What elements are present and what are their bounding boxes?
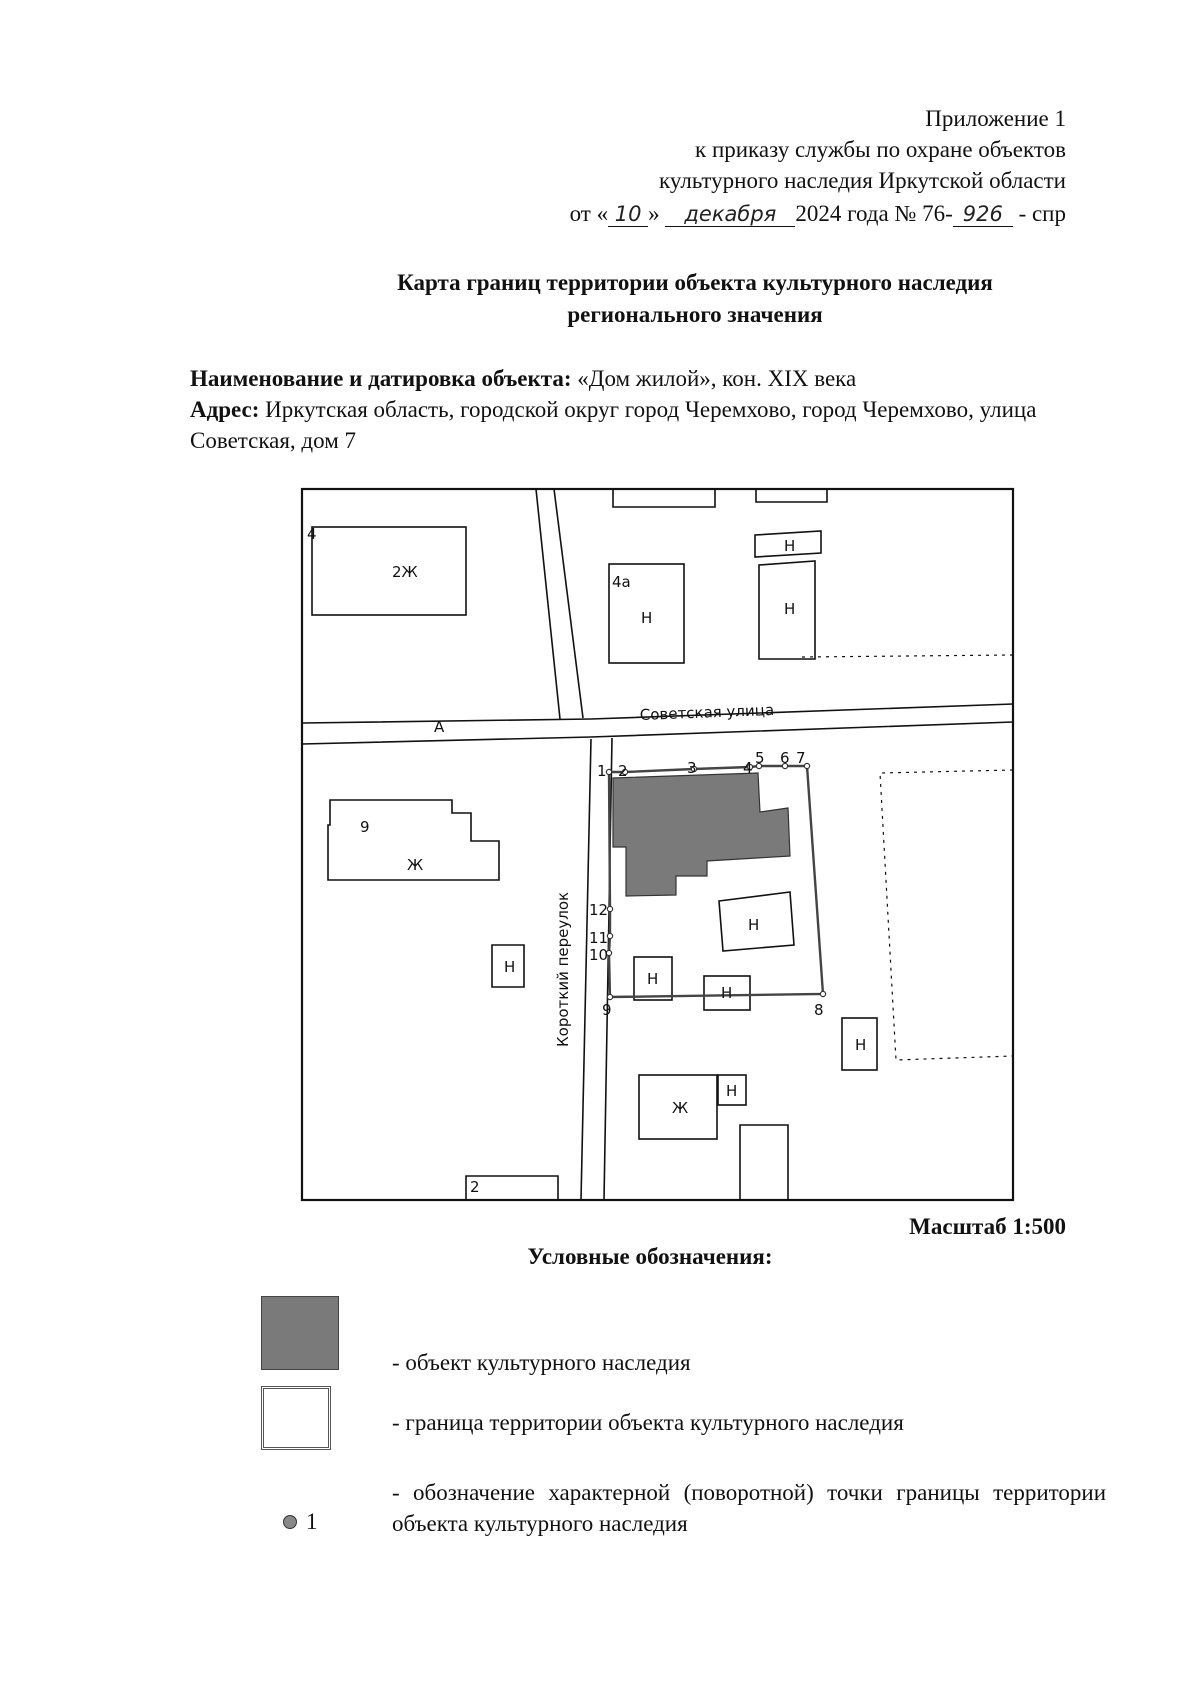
annex-date-line	[570, 198, 1066, 229]
legend-boundary-swatch	[261, 1386, 331, 1450]
label-b9-num: 9	[360, 818, 370, 836]
label-n-tall-top: Н	[784, 600, 796, 618]
map-scale: Масштаб 1:500	[909, 1214, 1066, 1239]
point-label-4: 4	[743, 759, 753, 777]
point-label-1: 1	[597, 762, 607, 780]
street-label-sovetskaya: Советская улица	[639, 700, 775, 724]
point-label-3: 3	[687, 759, 697, 777]
building-top-left-partial	[613, 489, 715, 507]
point-label-7: 7	[796, 749, 806, 767]
label-n-inside-2: Н	[721, 984, 733, 1002]
address-label: Адрес:	[190, 397, 260, 422]
label-n-small-top: Н	[784, 537, 796, 555]
address-value: Иркутская область, городской округ город Черемхово, город Черемхово, улица Советская, дом 7	[190, 397, 1037, 453]
object-name	[190, 363, 1140, 394]
legend-item-heritage: - объект культурного наследия	[392, 1350, 691, 1375]
document-title-line-2: регионального значения	[567, 302, 823, 327]
fence-right	[880, 770, 1013, 1060]
boundary-map	[300, 487, 1015, 1202]
legend-item-boundary: - граница территории объекта культурного наследия	[392, 1410, 904, 1435]
document-title-line-1: Карта границ территории объекта культурного наследия	[397, 270, 993, 295]
label-b4-num: 4	[307, 525, 317, 543]
building-4	[312, 527, 466, 615]
building-top-right-partial	[756, 489, 827, 502]
label-n-inside-1: Н	[647, 970, 659, 988]
point-label-8: 8	[814, 1001, 824, 1019]
label-b4a-type: Н	[641, 609, 653, 627]
boundary-point-11	[607, 933, 612, 938]
point-label-11: 11	[589, 929, 609, 947]
label-b2-num: 2	[470, 1178, 480, 1196]
date-year: 2024 года № 76-	[795, 201, 953, 226]
legend-point-icon	[283, 1515, 297, 1529]
point-label-6: 6	[780, 749, 790, 767]
building-2	[466, 1176, 558, 1200]
label-n-inside-3: Н	[748, 916, 760, 934]
legend-heritage-swatch	[261, 1296, 339, 1370]
date-mid: »	[648, 201, 660, 226]
annex-line-3: культурного наследия Иркутской области	[659, 168, 1066, 193]
legend-title: Условные обозначения:	[527, 1244, 773, 1269]
annex-line-1: Приложение 1	[925, 106, 1066, 131]
label-b4-type: 2Ж	[392, 563, 418, 581]
object-name-label: Наименование и датировка объекта:	[190, 366, 572, 391]
point-label-2: 2	[618, 762, 628, 780]
label-b4a-num: 4а	[612, 573, 631, 591]
order-number: 926	[953, 202, 1013, 227]
label-zh-bottom: Ж	[672, 1099, 689, 1117]
boundary-point-9	[607, 994, 612, 999]
map-label-a: А	[434, 718, 445, 736]
boundary-point-8	[820, 991, 825, 996]
building-bottom-partial	[740, 1125, 788, 1200]
annex-line-2: к приказу службы по охране объектов	[695, 137, 1066, 162]
label-n-right: Н	[855, 1036, 867, 1054]
object-name-value: «Дом жилой», кон. XIX века	[571, 366, 857, 391]
legend-point-marker-label: 1	[306, 1509, 318, 1534]
point-label-9: 9	[602, 1001, 612, 1019]
boundary-point-12	[607, 906, 612, 911]
label-n-left-mid: Н	[504, 958, 516, 976]
label-n-bottom: Н	[726, 1082, 738, 1100]
boundary-point-1	[606, 769, 611, 774]
date-day: 10	[608, 202, 648, 227]
point-label-5: 5	[755, 749, 765, 767]
date-month: декабря	[665, 202, 795, 227]
object-address	[190, 394, 1140, 456]
label-b9-type: Ж	[407, 856, 424, 874]
point-label-12: 12	[589, 901, 609, 919]
legend-item-point: - обозначение характерной (поворотной) точки границы территории объекта культурного наследия	[392, 1480, 1106, 1536]
date-prefix: от «	[569, 201, 609, 226]
street-label-korotky: Короткий переулок	[554, 891, 572, 1047]
fence-top-right	[802, 655, 1013, 657]
point-label-10: 10	[589, 946, 609, 964]
date-suffix: - спр	[1012, 201, 1066, 226]
heritage-object	[613, 773, 790, 896]
